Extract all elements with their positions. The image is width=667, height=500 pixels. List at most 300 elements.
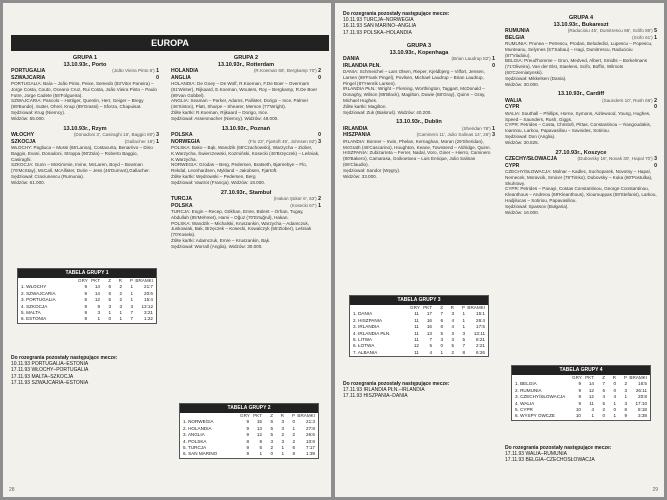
table-cell: 3:38 xyxy=(638,413,647,419)
column-header: R xyxy=(612,375,616,380)
goal-scorers: (Donadoni 3', Casiraghi 16', Baggio 80') xyxy=(73,132,155,138)
table-cell: 3 xyxy=(440,337,443,343)
table-cell: 1 xyxy=(259,451,262,457)
table-cell: 3 xyxy=(130,303,133,309)
table-cell: 0 xyxy=(613,387,616,393)
column-header: GRY xyxy=(410,305,420,310)
match-date-venue: 13.10.93r., Kopenhaga xyxy=(389,49,449,56)
lineup-text: DANIA: Schmeichel – Lars Olsen, Rieper, Kjeldbjerg – Vilfort, Jensen, Larsen (69'Frank Pingel), Povlsen, Michael Laudrup – Brian Laudrup, Pingel (87'Henrik Larsen). xyxy=(343,69,485,86)
table-cell: 3 xyxy=(462,330,465,336)
column-header: PKT xyxy=(423,305,432,310)
column-header: BRAMKI xyxy=(629,375,647,380)
team-row xyxy=(343,132,495,138)
table-cell: 2. SZWAJCARIA xyxy=(21,290,56,296)
table-cell: 12 xyxy=(413,343,419,349)
table-cell: 3 xyxy=(281,425,284,431)
team-name: POLSKA xyxy=(171,202,193,209)
table-cell: 1 xyxy=(108,310,111,316)
match-date-venue: 13.10.93r., Bukareszt xyxy=(553,21,609,28)
remaining-match: 17.11.93 WŁOCHY–PORTUGALIA xyxy=(11,367,89,374)
goal-scorers: (Dubovsky 18', Novak 30', Hapal 70') xyxy=(577,156,653,162)
team-score: 1 xyxy=(318,202,321,209)
table-cell: 9 xyxy=(578,387,581,393)
table-cell: 2 xyxy=(292,432,295,438)
table-cell: 6 xyxy=(292,445,295,451)
team-score: 3 xyxy=(492,132,495,139)
table-cell: 7 xyxy=(440,311,443,317)
team-name: NORWEGIA xyxy=(171,138,201,145)
table-cell: 0 xyxy=(270,451,273,457)
table-cell: 27:8 xyxy=(306,425,315,431)
attendance-text: Sędziował: Worrall (Anglia). Widzów: 30.000. xyxy=(171,243,263,249)
team-score: 1 xyxy=(492,125,495,132)
table-cell: 7. ALBANIA xyxy=(353,349,378,355)
table-cell: 8:21 xyxy=(476,337,485,343)
lineup-text: POLSKA: Wandzik – Michalski, Kruszankin, Warzycha – Adamczuk, Juskowiak, Bak, Brzęczek – Kosecki, Kowalczyk (55'Ziober), Leśniak (70'Koseła). xyxy=(171,220,312,238)
table-cell: 1 xyxy=(292,425,295,431)
referee-text: Sędziował: Mikkelsen (Dania). xyxy=(505,75,567,81)
goal-scorers: (Flo 23', Fjørtoft 45', Johnsen 82') xyxy=(248,138,317,144)
column-header: Z xyxy=(108,278,111,283)
table-cell: 3 xyxy=(270,438,273,444)
team-score: 0 xyxy=(318,132,321,139)
table-group-1 xyxy=(17,268,157,324)
score-wrap xyxy=(492,63,495,69)
table-cell: 1. BELGIA xyxy=(515,381,537,387)
table-cell: 2. HOLANDIA xyxy=(183,425,212,431)
attendance-text: Sędziował: Zuk (Białoruś). Widzów: 40.200. xyxy=(343,109,432,115)
goal-scorers: (Brian Laudrup 82') xyxy=(451,56,491,62)
table-cell: 2 xyxy=(281,432,284,438)
table-cell: 20:6 xyxy=(144,290,153,296)
table-cell: 4. SZKOCJA xyxy=(21,303,48,309)
table-cell: 13 xyxy=(256,425,262,431)
team-name: POLSKA xyxy=(171,132,193,139)
team-name: SZKOCJA xyxy=(11,138,36,145)
table-cell: 5 xyxy=(462,337,465,343)
table-cell: 9 xyxy=(84,310,87,316)
right-column-group4 xyxy=(505,15,657,219)
table-cell: 6 xyxy=(108,284,111,290)
table-cell: 3. ANGLIA xyxy=(183,432,205,438)
table-cell: 8 xyxy=(84,316,87,322)
table-cell: 6 xyxy=(440,317,443,323)
column-header: BRAMKI xyxy=(467,305,485,310)
table-cell: 9 xyxy=(246,432,249,438)
remaining-match: 17.11.93 SZWAJCARIA–ESTONIA xyxy=(11,379,89,386)
referee-text: Żółte kartki: R.Koeman, Rijkaard – Dorigo, Ince. xyxy=(171,109,269,115)
remaining-match: 10.11.93 TURCJA–NORWEGIA xyxy=(343,17,414,24)
remaining-match: 17.11.93 BELGIA–CZECHOSŁOWACJA xyxy=(505,457,595,464)
score-wrap xyxy=(254,68,321,74)
table-cell: 5. LITWA xyxy=(353,337,372,343)
table-cell: 2 xyxy=(119,297,122,303)
table-cell: 11 xyxy=(414,317,419,323)
attendance-text: Sędziował: Vautrot (Francja). Widzów: 18.000. xyxy=(171,179,266,185)
table-cell: 9 xyxy=(246,445,249,451)
table-cell: 3. IRLANDIA xyxy=(353,324,380,330)
table-cell: 21:3 xyxy=(306,419,315,425)
table-cell: 11 xyxy=(414,311,419,317)
match-block xyxy=(343,119,495,179)
remaining-match: 17.11.93 MALTA–SZKOCJA xyxy=(11,373,74,380)
score-wrap xyxy=(112,68,159,74)
table-cell: 1 xyxy=(130,290,133,296)
team-score: 2 xyxy=(654,97,657,104)
remaining-heading: Do rozegrania pozostały następujące mecze: xyxy=(343,381,450,387)
table-row xyxy=(512,413,650,419)
team-name: HISZPANIA xyxy=(343,132,371,139)
table-cell: 26:11 xyxy=(635,387,647,393)
goal-scorers: (Sheridan 78') xyxy=(461,125,491,131)
table-cell: 4. POLSKA xyxy=(183,438,207,444)
table-cell: 2. HISZPANIA xyxy=(353,317,383,323)
column-header: BRAMKI xyxy=(135,278,153,283)
table-cell: 15:4 xyxy=(144,297,153,303)
table-cell: 4 xyxy=(451,317,454,323)
team-name: CYPR xyxy=(505,104,520,111)
score-wrap xyxy=(451,56,495,62)
table-cell: 5 xyxy=(602,400,605,406)
table-cell: 11 xyxy=(589,400,594,406)
table-cell: 0 xyxy=(613,407,616,413)
table-cell: 9 xyxy=(84,290,87,296)
team-name: IRLANDIA xyxy=(343,125,368,132)
table-cell: 1 xyxy=(119,316,122,322)
score-wrap xyxy=(318,75,321,81)
match-block xyxy=(11,55,159,122)
lineup-text: RUMUNIA: Prunea – Petrescu, Prodan, Belodedici, Lupescu – Popescu, Munteanu, Selymes (57'Sabau) – Hagi, Dumitrescu, Raducioiu (87'Vladoiu). xyxy=(505,41,653,58)
score-wrap xyxy=(602,98,657,104)
team-name: CYPR xyxy=(505,162,520,169)
column-header: PKT xyxy=(253,413,262,418)
table-cell: 13:11 xyxy=(473,330,485,336)
table-cell: 4 xyxy=(451,324,454,330)
europa-header-band: EUROPA xyxy=(11,35,329,51)
lineup-text: IRLANDIA: Bonner – Irwin, Phelan, Kernaghan, Moran (29'Sheridan), McGrath (46'Cascarino), Houghton, Keane, Townsend – Aldridge, Quinn. xyxy=(343,138,491,150)
match-block xyxy=(505,15,657,87)
table-title: TABELA GRUPY 3 xyxy=(350,296,488,305)
match-block xyxy=(505,91,657,145)
right-column-group3 xyxy=(343,43,495,183)
table-cell: 5. MALTA xyxy=(21,310,41,316)
match-block xyxy=(505,150,657,216)
table-cell: 3 xyxy=(97,310,100,316)
table-cell: 13:12 xyxy=(141,303,153,309)
table-cell: 1 xyxy=(613,400,616,406)
table-cell: 2:21 xyxy=(476,343,485,349)
table-cell: 2 xyxy=(119,284,122,290)
score-wrap xyxy=(578,156,658,162)
column-header: R xyxy=(280,413,284,418)
team-score: 5 xyxy=(654,28,657,35)
column-header: PKT xyxy=(91,278,100,283)
column-header: Z xyxy=(440,305,443,310)
remaining-matches-group1 xyxy=(11,355,161,386)
team-name: IRLANDIA PŁN. xyxy=(343,62,381,69)
score-wrap xyxy=(654,163,657,169)
page-number: 29 xyxy=(652,487,658,493)
table-cell: 15:1 xyxy=(476,311,485,317)
table-cell: 7 xyxy=(462,343,465,349)
table-cell: 1. DANIA xyxy=(353,311,373,317)
team-name: WALIA xyxy=(505,97,522,104)
table-cell: 2 xyxy=(602,407,605,413)
remaining-heading: Do rozegrania pozostały następujące mecze: xyxy=(505,445,612,451)
lineup-text: HOLANDIA: De Goey – De Wolf, R.Koeman, F.De Boer – Overmars (81'Winter), Rijkaard, E.Koeman, Wouters, Roy – Bergkamp, R.De Boer (89'van Gobbel). xyxy=(171,81,318,98)
table-cell: 4 xyxy=(602,394,605,400)
table-cell: 1 xyxy=(281,451,284,457)
score-wrap xyxy=(654,104,657,110)
score-wrap xyxy=(417,132,495,138)
lineup-text: SZKOCJA: Gunn – McKimmie, Irvine, McLaren, Boyd – Bowman (76'McStay), McCall, McAllister, Durie – Jess (46'Durrant),Gallacher. xyxy=(11,162,150,174)
table-cell: 11 xyxy=(414,349,419,355)
goal-scorers: (R.Koeman 68', Bergkamp 70') xyxy=(253,68,317,74)
team-score: 1 xyxy=(156,68,159,75)
table-cell: 8 xyxy=(246,438,249,444)
match-block xyxy=(171,190,321,250)
table-cell: 4. IRLANDIA PŁN. xyxy=(353,330,391,336)
table-cell: 1 xyxy=(130,297,133,303)
table-cell: 9 xyxy=(578,394,581,400)
table-cell: 1 xyxy=(119,310,122,316)
table-cell: 9 xyxy=(246,419,249,425)
referee-text: Żółte kartki: Magilton. xyxy=(343,103,387,109)
page-number: 28 xyxy=(9,487,15,493)
group-title: GRUPA 3 xyxy=(406,43,432,49)
table-cell: 5 xyxy=(429,343,432,349)
table-cell: 2. RUMUNIA xyxy=(515,387,542,393)
table-cell: 2 xyxy=(270,445,273,451)
table-cell: 1 xyxy=(130,284,133,290)
match-block xyxy=(171,126,321,186)
table-cell: 8:18 xyxy=(638,407,647,413)
table-cell: 1 xyxy=(624,394,627,400)
team-score: 1 xyxy=(156,138,159,145)
team-name: ANGLIA xyxy=(171,74,191,81)
match-date-venue: 13.10.93r., Cardiff xyxy=(557,91,605,98)
table-cell: 0 xyxy=(292,419,295,425)
lineup-text: HISZPANIA: Zubizarreta – Ferrer, Nadal, Voro, Giner – Hierro, Caminero (80'Bakero), Camarasa, Goikoetxea – Luis Enrique, Julio Salinas (66'Claudio). xyxy=(343,150,491,167)
team-name: BELGIA xyxy=(505,34,525,41)
table-group-4 xyxy=(511,365,651,421)
table-cell: 12 xyxy=(588,387,594,393)
remaining-heading: Do rozegrania pozostały następujące mecze: xyxy=(11,355,118,361)
table-cell: 8 xyxy=(292,451,295,457)
column-header: P xyxy=(291,413,295,418)
table-cell: 3 xyxy=(281,438,284,444)
table-row xyxy=(350,350,488,356)
table-cell: 5 xyxy=(440,330,443,336)
table-cell: 7 xyxy=(602,381,605,387)
table-cell: 9 xyxy=(246,451,249,457)
remaining-matches-group3 xyxy=(343,381,493,400)
table-cell: 0 xyxy=(613,381,616,387)
lineup-text: NORWEGIA: Grodas – Berg, Pedersen, Bratseth, Bjørnebye – Flo, Rekdal, Leonhardsen, Mykland – Jakobsen, Fjørtoft. xyxy=(171,162,307,174)
group-title: GRUPA 4 xyxy=(568,15,594,21)
table-cell: 0 xyxy=(108,316,111,322)
table-cell: 3. CZECHY/SŁOWACJA xyxy=(515,394,566,400)
table-cell: 7 xyxy=(130,310,133,316)
team-score: 0 xyxy=(492,62,495,69)
team-name: CZECHY/SŁOWACJA xyxy=(505,156,558,163)
match-date-venue: 13.10.93r., Rotterdam xyxy=(217,61,275,68)
team-score: 2 xyxy=(318,68,321,75)
attendance-text: Widzów: 33.000. xyxy=(343,173,377,179)
table-cell: 12 xyxy=(256,432,262,438)
table-cell: 6 xyxy=(602,387,605,393)
table-cell: 1. WŁOCHY xyxy=(21,284,47,290)
table-cell: 26:4 xyxy=(476,317,485,323)
table-cell: 3 xyxy=(119,303,122,309)
table-cell: 10:8 xyxy=(306,438,315,444)
table-cell: 3 xyxy=(451,337,454,343)
table-cell: 21:7 xyxy=(144,284,153,290)
team-score: 1 xyxy=(492,56,495,63)
table-cell: 3 xyxy=(624,387,627,393)
column-header: BRAMKI xyxy=(297,413,315,418)
team-name: SZWAJCARIA xyxy=(11,74,46,81)
team-row xyxy=(505,156,657,162)
table-cell: 6. WYSPY OWCZE xyxy=(515,413,555,419)
table-cell: 1 xyxy=(613,413,616,419)
remaining-match: 17.11.93 HISZPANIA–DANIA xyxy=(343,393,408,400)
attendance-text: Widzów: 16.000. xyxy=(505,209,539,215)
table-cell: 5. CYPR xyxy=(515,407,533,413)
table-cell: 1:22 xyxy=(144,316,153,322)
match-date-venue: 27.10.93r., Koszyce xyxy=(555,149,607,156)
table-cell: 14 xyxy=(94,284,100,290)
table-cell: 6. ESTONIA xyxy=(21,316,47,322)
match-date-venue: 13.10.93r., Dublin xyxy=(396,119,442,126)
column-header: R xyxy=(118,278,122,283)
table-cell: 10 xyxy=(575,407,581,413)
table-cell: 0 xyxy=(602,413,605,419)
table-cell: 15 xyxy=(256,419,262,425)
table-cell: 9 xyxy=(84,303,87,309)
table-cell: 3 xyxy=(451,311,454,317)
goal-scorers: (Kosecki 67') xyxy=(290,202,317,208)
column-header: P xyxy=(623,375,627,380)
team-name: TURCJA xyxy=(171,196,193,203)
table-cell: 16 xyxy=(426,324,432,330)
table-cell: 5 xyxy=(451,343,454,349)
table-cell: 1 xyxy=(462,311,465,317)
column-header: PKT xyxy=(585,375,594,380)
lineup-text: PORTUGALIA: Baía – João Pinto, Peixe, Semedo (83'Vitor Paneira) – Jorge Costa, Couto, Oceano Cruz, Rui Costa, João Vieira Pinto – Paulo Futre, Jorge Cadete (58'Folgueira). xyxy=(11,81,157,98)
goal-scorers: (Caminero 11', Julio Salinas 14', 26') xyxy=(416,132,491,138)
table-cell: 17:10 xyxy=(635,400,647,406)
table-cell: 9 xyxy=(246,425,249,431)
remaining-match: 17.11.93 WALIA–RUMUNIA xyxy=(505,451,567,458)
left-column-group2 xyxy=(171,55,321,254)
table-cell: 10 xyxy=(575,413,581,419)
attendance-text: Sędziował: Assenmacher (Niemcy). Widzów: 48.000. xyxy=(171,115,279,121)
goal-scorers: (Saunders 10', Rush 66') xyxy=(602,97,653,103)
remaining-heading: Do rozegrania pozostały następujące mecze: xyxy=(343,11,450,17)
table-cell: 6:26 xyxy=(476,349,485,355)
team-name: PORTUGALIA xyxy=(11,68,46,75)
table-cell: 7 xyxy=(429,337,432,343)
team-name: WŁOCHY xyxy=(11,132,35,139)
lineup-text: TURCJA: Engin – Recep, Gökhan, Emre, Bülent – Orhan, Tugay, Abdullah (85'Mehmet), Hami – Oğuz (70'Ertuğrul), Hakan. xyxy=(171,208,304,220)
group-title: GRUPA 2 xyxy=(233,55,259,61)
column-header: R xyxy=(450,305,454,310)
table-cell: 5 xyxy=(108,297,111,303)
match-block xyxy=(11,126,159,186)
table-cell: 3 xyxy=(108,303,111,309)
table-cell: 11 xyxy=(414,324,419,330)
team-name: RUMUNIA xyxy=(505,28,530,35)
remaining-match: 16.11.93 SAN MARINO–ANGLIA xyxy=(343,23,417,30)
team-score: 0 xyxy=(156,74,159,81)
table-cell: 3 xyxy=(281,419,284,425)
table-cell: 8 xyxy=(624,407,627,413)
team-score: 1 xyxy=(654,34,657,41)
table-group-3 xyxy=(349,295,489,357)
table-cell: 2 xyxy=(119,290,122,296)
remaining-match: 10.11.93 PORTUGALIA–ESTONIA xyxy=(11,361,89,368)
table-cell: 17 xyxy=(426,311,432,317)
column-header: P xyxy=(461,305,465,310)
table-cell: 1 xyxy=(97,316,100,322)
table-cell: 14 xyxy=(94,290,100,296)
table-cell: 2 xyxy=(292,438,295,444)
table-cell: 3. PORTUGALIA xyxy=(21,297,56,303)
table-cell: 7:17 xyxy=(306,445,315,451)
table-cell: 7 xyxy=(130,316,133,322)
team-name: HOLANDIA xyxy=(171,68,199,75)
match-date-venue: 13.10.93r., Porto xyxy=(63,61,107,68)
lineup-text: BELGIA: Preud'homme – Grun, Medved, Albert, Smidts – Borkelmans (71'Oliveira), Van der Elst, Staelens, Scifo, Boffin, Wilmots (60'Czerniatynski). xyxy=(505,58,648,75)
table-cell: 11 xyxy=(414,337,419,343)
goal-scorers: (João Vieira Pinto 8') xyxy=(112,68,155,74)
table-cell: 1 xyxy=(462,324,465,330)
table-cell: 4 xyxy=(591,407,594,413)
match-date-venue: 13.10.93r., Poznań xyxy=(221,125,271,132)
lineup-text: WŁOCHY: Pagliuca – Mussi (65'Lanna), Costacurta, Benarrivo – Dino Baggio, Evani, Donadoni, Stroppa (90'Zola) – Roberto Baggio, Casiraghi. xyxy=(11,144,153,162)
score-wrap xyxy=(156,75,159,81)
table-cell: 0 xyxy=(440,343,443,349)
table-cell: 11 xyxy=(414,330,419,336)
lineup-text: POLSKA: Bako – Bąk, Wandzik (66'Czachowski), Warzycha – Ziober, K.Warzycha, Świerczewski, Kozmiński, Kosecki (46'Brzęczek) – Leśniak, K.Warzycha. xyxy=(171,144,320,162)
lineup-text: IRLANDIA PŁN.: Wright – Fleming, Worthington, Taggart, McDonald – Donaghy, Wilson (85'Black), Magilton, Dowie (68'Gray), Quinn – Gray, Michael Hughes. xyxy=(343,86,486,103)
table-cell: 3 xyxy=(451,330,454,336)
table-cell: 5 xyxy=(259,445,262,451)
table-cell: 12 xyxy=(94,297,100,303)
remaining-match: 17.11.93 POLSKA–HOLANDIA xyxy=(343,29,412,36)
match-date-venue: 13.10.93r., Rzym xyxy=(63,125,107,132)
table-cell: 8 xyxy=(462,349,465,355)
table-cell: 4. WALIA xyxy=(515,400,535,406)
team-name: DANIA xyxy=(343,56,360,63)
table-cell: 16:5 xyxy=(638,381,647,387)
match-block xyxy=(343,43,495,115)
match-block xyxy=(171,55,321,122)
lineup-text: SZWAJCARIA: Pascolo – Hottiger, Quentin, Herr, Geiger – Bregy (89'Bunde), Sutter, Ohrel, Knup (89'Grassi) – Sforza, Chapuisat. xyxy=(11,98,144,110)
table-cell: 13 xyxy=(426,330,432,336)
table-title: TABELA GRUPY 4 xyxy=(512,366,650,375)
table-cell: 1 xyxy=(281,445,284,451)
lineup-text: CYPR: Petrides – Panayi, Costas Constantinou, George Constantinou, Kleanthous – Andreou (69'Kleanthous), Xiourouppas (69'Stefanis), Larkou, Hadjilucas – Sotiriou, Papavasiliou. xyxy=(505,186,657,203)
lineup-text: CZECHY/SŁOWACJA: Molnar – Kadlec, Suchoparek, Novotny – Hapal, Nemecek, Moravcik, Smicer (79'Timko), Dubovsky – Kuka (80'Postulka), Skuhravy. xyxy=(505,168,653,186)
table-cell: 1:39 xyxy=(306,451,315,457)
referee-text: Sędziował: Krug (Niemcy). xyxy=(11,109,66,115)
table-cell: 16 xyxy=(426,317,432,323)
table-cell: 9 xyxy=(578,400,581,406)
table-cell: 5 xyxy=(270,432,273,438)
group-title: GRUPA 1 xyxy=(72,55,98,61)
